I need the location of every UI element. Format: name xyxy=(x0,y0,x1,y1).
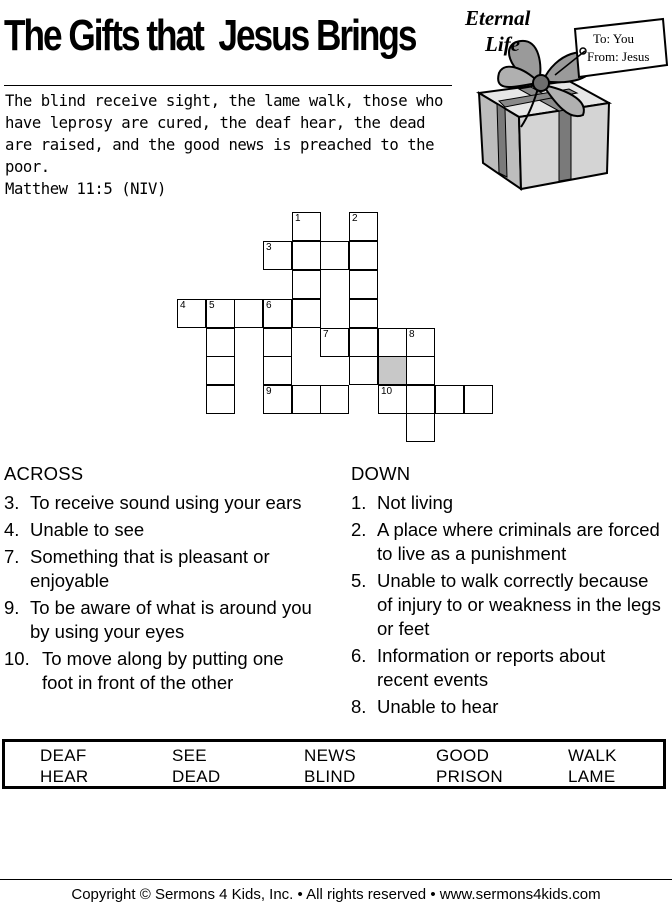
clue-item: 10. To move along by putting one foot in front of the other xyxy=(4,648,284,693)
crossword-cell[interactable] xyxy=(177,299,206,328)
bible-verse xyxy=(5,90,455,200)
clue-number: 2 xyxy=(352,213,358,224)
crossword-cell[interactable] xyxy=(292,270,321,299)
crossword-cell[interactable] xyxy=(263,356,292,385)
verse-reference: Matthew 11:5 (NIV) xyxy=(5,180,166,198)
footer-divider xyxy=(0,879,672,880)
clue-number: 9 xyxy=(266,386,272,397)
word-bank-item: BLIND xyxy=(304,767,356,786)
crossword-cell[interactable] xyxy=(292,299,321,328)
clue-item: 8. Unable to hear xyxy=(351,696,499,717)
clue-item: 1. Not living xyxy=(351,492,454,513)
across-clues xyxy=(4,462,319,698)
clue-number: 5 xyxy=(209,300,215,311)
crossword-cell[interactable] xyxy=(406,356,435,385)
crossword-cell[interactable] xyxy=(263,241,292,270)
clue-item: 9. To be aware of what is around you by using your eyes xyxy=(4,597,312,642)
crossword-cell[interactable] xyxy=(378,385,407,414)
crossword-cell[interactable] xyxy=(464,385,493,414)
crossword-cell[interactable] xyxy=(435,385,464,414)
crossword-cell[interactable] xyxy=(206,356,235,385)
word-bank-item: LAME xyxy=(568,767,616,786)
word-bank-item: WALK xyxy=(568,746,617,765)
crossword-cell[interactable] xyxy=(206,385,235,414)
eternal-text: Eternal xyxy=(465,6,531,30)
crossword-cell[interactable] xyxy=(378,328,407,357)
crossword-cell[interactable] xyxy=(406,328,435,357)
clue-item: 2. A place where criminals are forced to live as a punishment xyxy=(351,519,660,564)
clue-item: 6. Information or reports about recent events xyxy=(351,645,606,690)
down-clues xyxy=(351,462,661,722)
crossword-cell[interactable] xyxy=(320,385,349,414)
crossword-cell[interactable] xyxy=(292,212,321,241)
word-bank-item: SEE xyxy=(172,746,207,765)
crossword-cell[interactable] xyxy=(406,385,435,414)
crossword-cell[interactable] xyxy=(320,328,349,357)
crossword-cell[interactable] xyxy=(263,299,292,328)
clue-number: 3 xyxy=(266,242,272,253)
clue-number: 7 xyxy=(323,329,329,340)
crossword-cell[interactable] xyxy=(349,299,378,328)
clue-number: 4 xyxy=(180,300,186,311)
crossword-cell[interactable] xyxy=(406,413,435,442)
crossword-cell[interactable] xyxy=(349,241,378,270)
verse-text: The blind receive sight, the lame walk, those who have leprosy are cured, the deaf hear, the dead are raised, and the good news is preached to the poor. xyxy=(5,92,443,176)
crossword-cell[interactable] xyxy=(263,385,292,414)
crossword-cell[interactable] xyxy=(206,328,235,357)
clue-item: 4. Unable to see xyxy=(4,519,145,540)
crossword-cell[interactable] xyxy=(263,328,292,357)
crossword-cell[interactable] xyxy=(349,328,378,357)
copyright-footer: Copyright © Sermons 4 Kids, Inc. • All rights reserved • www.sermons4kids.com xyxy=(71,886,601,903)
word-bank-item: HEAR xyxy=(40,767,89,786)
clue-number: 8 xyxy=(409,329,415,340)
life-text: Life xyxy=(485,32,520,56)
tag-to-text: To: You xyxy=(593,31,634,46)
word-bank-item: NEWS xyxy=(304,746,357,765)
crossword-cell[interactable] xyxy=(349,212,378,241)
across-heading: ACROSS xyxy=(4,463,84,484)
clue-item: 3. To receive sound using your ears xyxy=(4,492,302,513)
gift-box-illustration xyxy=(459,3,669,193)
word-bank-item: DEAF xyxy=(40,746,87,765)
word-bank-item: PRISON xyxy=(436,767,503,786)
crossword-cell[interactable] xyxy=(349,270,378,299)
crossword-cell[interactable] xyxy=(292,385,321,414)
page-title: The Gifts that Jesus Brings xyxy=(4,11,416,60)
clue-number: 1 xyxy=(295,213,301,224)
crossword-cell[interactable] xyxy=(349,356,378,385)
crossword-cell[interactable] xyxy=(292,241,321,270)
word-bank xyxy=(2,739,666,789)
tag-from-text: From: Jesus xyxy=(587,49,650,64)
title-divider xyxy=(4,85,452,86)
clue-item: 7. Something that is pleasant or enjoyable xyxy=(4,546,270,591)
clue-number: 6 xyxy=(266,300,272,311)
word-bank-item: DEAD xyxy=(172,767,221,786)
crossword-shaded-cell xyxy=(378,356,407,385)
crossword-cell[interactable] xyxy=(206,299,235,328)
down-heading: DOWN xyxy=(351,463,411,484)
crossword-cell[interactable] xyxy=(234,299,263,328)
word-bank-item: GOOD xyxy=(436,746,490,765)
crossword-cell[interactable] xyxy=(320,241,349,270)
clue-item: 5. Unable to walk correctly because of injury to or weakness in the legs or feet xyxy=(351,570,661,639)
clue-number: 10 xyxy=(381,386,393,397)
